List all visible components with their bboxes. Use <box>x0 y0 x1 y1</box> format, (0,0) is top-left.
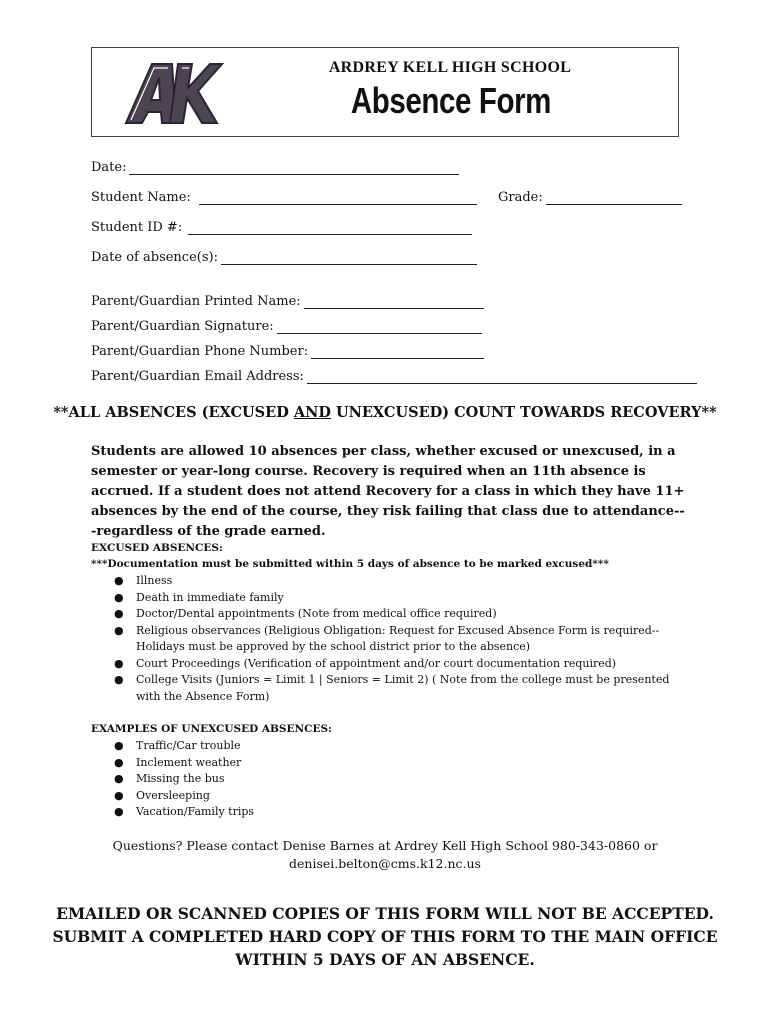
bullet-icon: ● <box>114 623 124 637</box>
date-field[interactable] <box>91 160 459 175</box>
bullet-icon: ● <box>114 788 124 802</box>
school-name: ARDREY KELL HIGH SCHOOL <box>328 59 572 76</box>
contact-email[interactable]: deniseі.belton@cms.k12.nc.us <box>289 856 481 871</box>
parent-name-field[interactable] <box>91 294 484 309</box>
submission-notice-line-1: EMAILED OR SCANNED COPIES OF THIS FORM WILL NOT BE ACCEPTED. <box>56 904 714 923</box>
bullet-icon: ● <box>114 805 124 818</box>
recovery-heading-underlined: AND <box>293 404 331 421</box>
parent-phone-label: Parent/Guardian Phone Number: <box>91 344 309 359</box>
bullet-icon: ● <box>114 739 124 752</box>
date-of-absence-field[interactable] <box>91 250 477 265</box>
recovery-heading-suffix: UNEXCUSED) COUNT TOWARDS RECOVERY** <box>330 404 717 421</box>
recovery-heading-prefix: **ALL ABSENCES (EXCUSED <box>53 404 294 421</box>
list-item: ● Vacation/Family trips <box>91 804 681 821</box>
student-id-line[interactable] <box>188 222 472 235</box>
list-item: ● Death in immediate family <box>91 590 681 607</box>
list-item: ● Doctor/Dental appointments (Note from medical office required) <box>91 606 681 623</box>
parent-email-field[interactable] <box>91 369 697 384</box>
excused-documentation-note: ***Documentation must be submitted within 5 days of absence to be marked excused*** <box>91 558 609 570</box>
student-id-label: Student ID #: <box>91 220 183 235</box>
bullet-icon: ● <box>114 574 124 587</box>
bullet-icon: ● <box>114 755 124 769</box>
grade-label: Grade: <box>498 190 543 205</box>
contact-line-1: Questions? Please contact Denise Barnes at Ardrey Kell High School 980-343-0860 or <box>112 838 658 853</box>
form-title: Absence Form <box>350 80 552 121</box>
submission-notice-line-3: WITHIN 5 DAYS OF AN ABSENCE. <box>235 950 535 969</box>
bullet-icon: ● <box>114 772 124 785</box>
student-name-label: Student Name: <box>91 190 191 205</box>
grade-field[interactable] <box>498 190 682 205</box>
parent-email-label: Parent/Guardian Email Address: <box>91 369 304 384</box>
list-item: ● Court Proceedings (Verification of appointment and/or court documentation required) <box>91 656 681 673</box>
student-id-field[interactable] <box>91 220 472 235</box>
parent-signature-line[interactable] <box>277 321 482 334</box>
parent-name-label: Parent/Guardian Printed Name: <box>91 294 301 309</box>
date-line[interactable] <box>129 162 459 175</box>
submission-notice-line-2: SUBMIT A COMPLETED HARD COPY OF THIS FORM TO THE MAIN OFFICE <box>52 927 718 946</box>
date-of-absence-line[interactable] <box>221 252 477 265</box>
parent-phone-line[interactable] <box>311 346 484 359</box>
parent-name-line[interactable] <box>304 296 484 309</box>
list-item: ● Missing the bus <box>91 771 681 788</box>
list-item: ● Illness <box>91 573 681 590</box>
unexcused-list <box>91 738 681 821</box>
list-item: ● Religious observances (Religious Obligation: Request for Excused Absence Form is required--Holidays must be approved by the school district prior to the absence) <box>114 623 660 653</box>
parent-signature-field[interactable] <box>91 319 482 334</box>
student-name-field[interactable] <box>91 190 477 205</box>
student-name-line[interactable] <box>199 192 477 205</box>
header-box <box>91 47 679 137</box>
submission-notice <box>0 902 770 971</box>
bullet-icon: ● <box>114 590 124 604</box>
parent-email-line[interactable] <box>307 371 697 384</box>
recovery-heading <box>0 404 770 421</box>
list-item: ● Inclement weather <box>91 755 681 772</box>
excused-list <box>91 573 681 705</box>
bullet-icon: ● <box>114 607 124 620</box>
list-item: ● Traffic/Car trouble <box>91 738 681 755</box>
list-item: ● Oversleeping <box>91 788 681 805</box>
excused-heading: EXCUSED ABSENCES: <box>91 542 223 554</box>
unexcused-heading: EXAMPLES OF UNEXCUSED ABSENCES: <box>91 723 332 735</box>
contact-info <box>0 837 770 873</box>
date-label: Date: <box>91 160 127 175</box>
parent-signature-label: Parent/Guardian Signature: <box>91 319 274 334</box>
list-item: ● College Visits (Juniors = Limit 1 | Seniors = Limit 2) ( Note from the college must be presented with the Absence Form) <box>114 673 670 703</box>
grade-line[interactable] <box>546 192 682 205</box>
parent-phone-field[interactable] <box>91 344 484 359</box>
date-of-absence-label: Date of absence(s): <box>91 250 218 265</box>
attendance-policy-paragraph: Students are allowed 10 absences per class, whether excused or unexcused, in a semester or year-long course. Recovery is required when an 11th absence is accrued. If a student does not attend Recovery for a class in which they have 11+ absences by the end of the course, they risk failing that class due to attendance---regardless of the grade earned. <box>91 444 685 539</box>
bullet-icon: ● <box>114 656 124 670</box>
bullet-icon: ● <box>114 673 124 686</box>
